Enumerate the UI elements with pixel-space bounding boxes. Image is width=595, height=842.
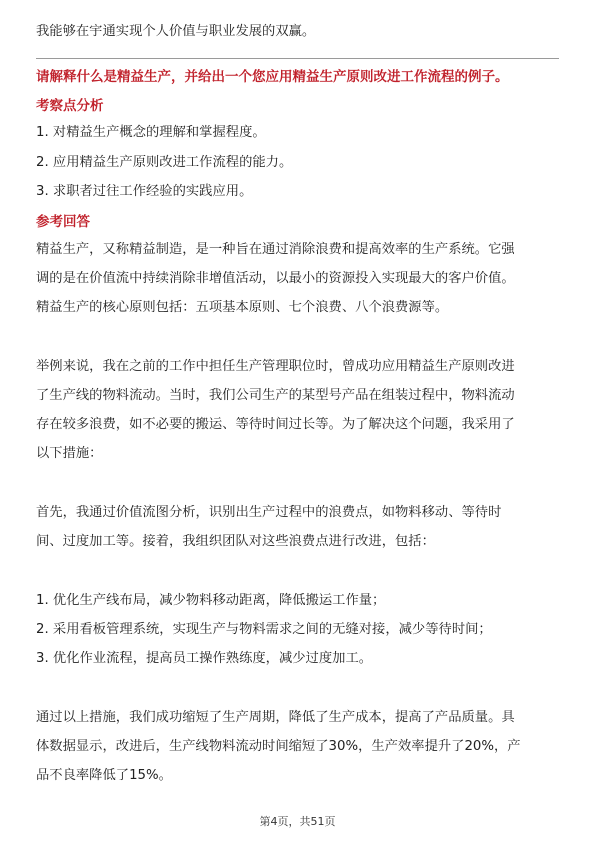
measure-item: 1. 优化生产线布局，减少物料移动距离，降低搬运工作量； [36, 593, 386, 608]
analysis-heading: 考察点分析 [36, 98, 104, 114]
intro-tail-text: 我能够在宇通实现个人价值与职业发展的双赢。 [36, 24, 316, 39]
analysis-item: 2. 应用精益生产原则改进工作流程的能力。 [36, 155, 293, 170]
answer-paragraph-line: 以下措施： [36, 446, 103, 461]
answer-paragraph-line: 品不良率降低了15%。 [36, 768, 172, 783]
analysis-item: 1. 对精益生产概念的理解和掌握程度。 [36, 125, 266, 140]
answer-paragraph-line: 举例来说，我在之前的工作中担任生产管理职位时，曾成功应用精益生产原则改进 [36, 359, 515, 374]
answer-paragraph-line: 体数据显示，改进后，生产线物料流动时间缩短了30%，生产效率提升了20%，产 [36, 739, 521, 754]
answer-paragraph-line: 间、过度加工等。接着，我组织团队对这些浪费点进行改进，包括： [36, 534, 435, 549]
answer-paragraph-line: 调的是在价值流中持续消除非增值活动，以最小的资源投入实现最大的客户价值。 [36, 271, 515, 286]
answer-heading: 参考回答 [36, 214, 90, 230]
question-text: 请解释什么是精益生产，并给出一个您应用精益生产原则改进工作流程的例子。 [36, 69, 509, 85]
measure-item: 3. 优化作业流程，提高员工操作熟练度，减少过度加工。 [36, 651, 373, 666]
answer-paragraph-line: 精益生产，又称精益制造，是一种旨在通过消除浪费和提高效率的生产系统。它强 [36, 242, 515, 257]
answer-paragraph-line: 存在较多浪费，如不必要的搬运、等待时间过长等。为了解决这个问题，我采用了 [36, 417, 515, 432]
analysis-item: 3. 求职者过往工作经验的实践应用。 [36, 184, 253, 199]
measure-item: 2. 采用看板管理系统，实现生产与物料需求之间的无缝对接，减少等待时间； [36, 622, 492, 637]
page-number-footer: 第4页，共51页 [259, 815, 336, 828]
answer-paragraph-line: 精益生产的核心原则包括：五项基本原则、七个浪费、八个浪费源等。 [36, 300, 449, 315]
answer-paragraph-line: 了生产线的物料流动。当时，我们公司生产的某型号产品在组装过程中，物料流动 [36, 388, 515, 403]
answer-paragraph-line: 通过以上措施，我们成功缩短了生产周期，降低了生产成本，提高了产品质量。具 [36, 710, 515, 725]
section-divider [36, 58, 559, 59]
answer-paragraph-line: 首先，我通过价值流图分析，识别出生产过程中的浪费点，如物料移动、等待时 [36, 505, 502, 520]
